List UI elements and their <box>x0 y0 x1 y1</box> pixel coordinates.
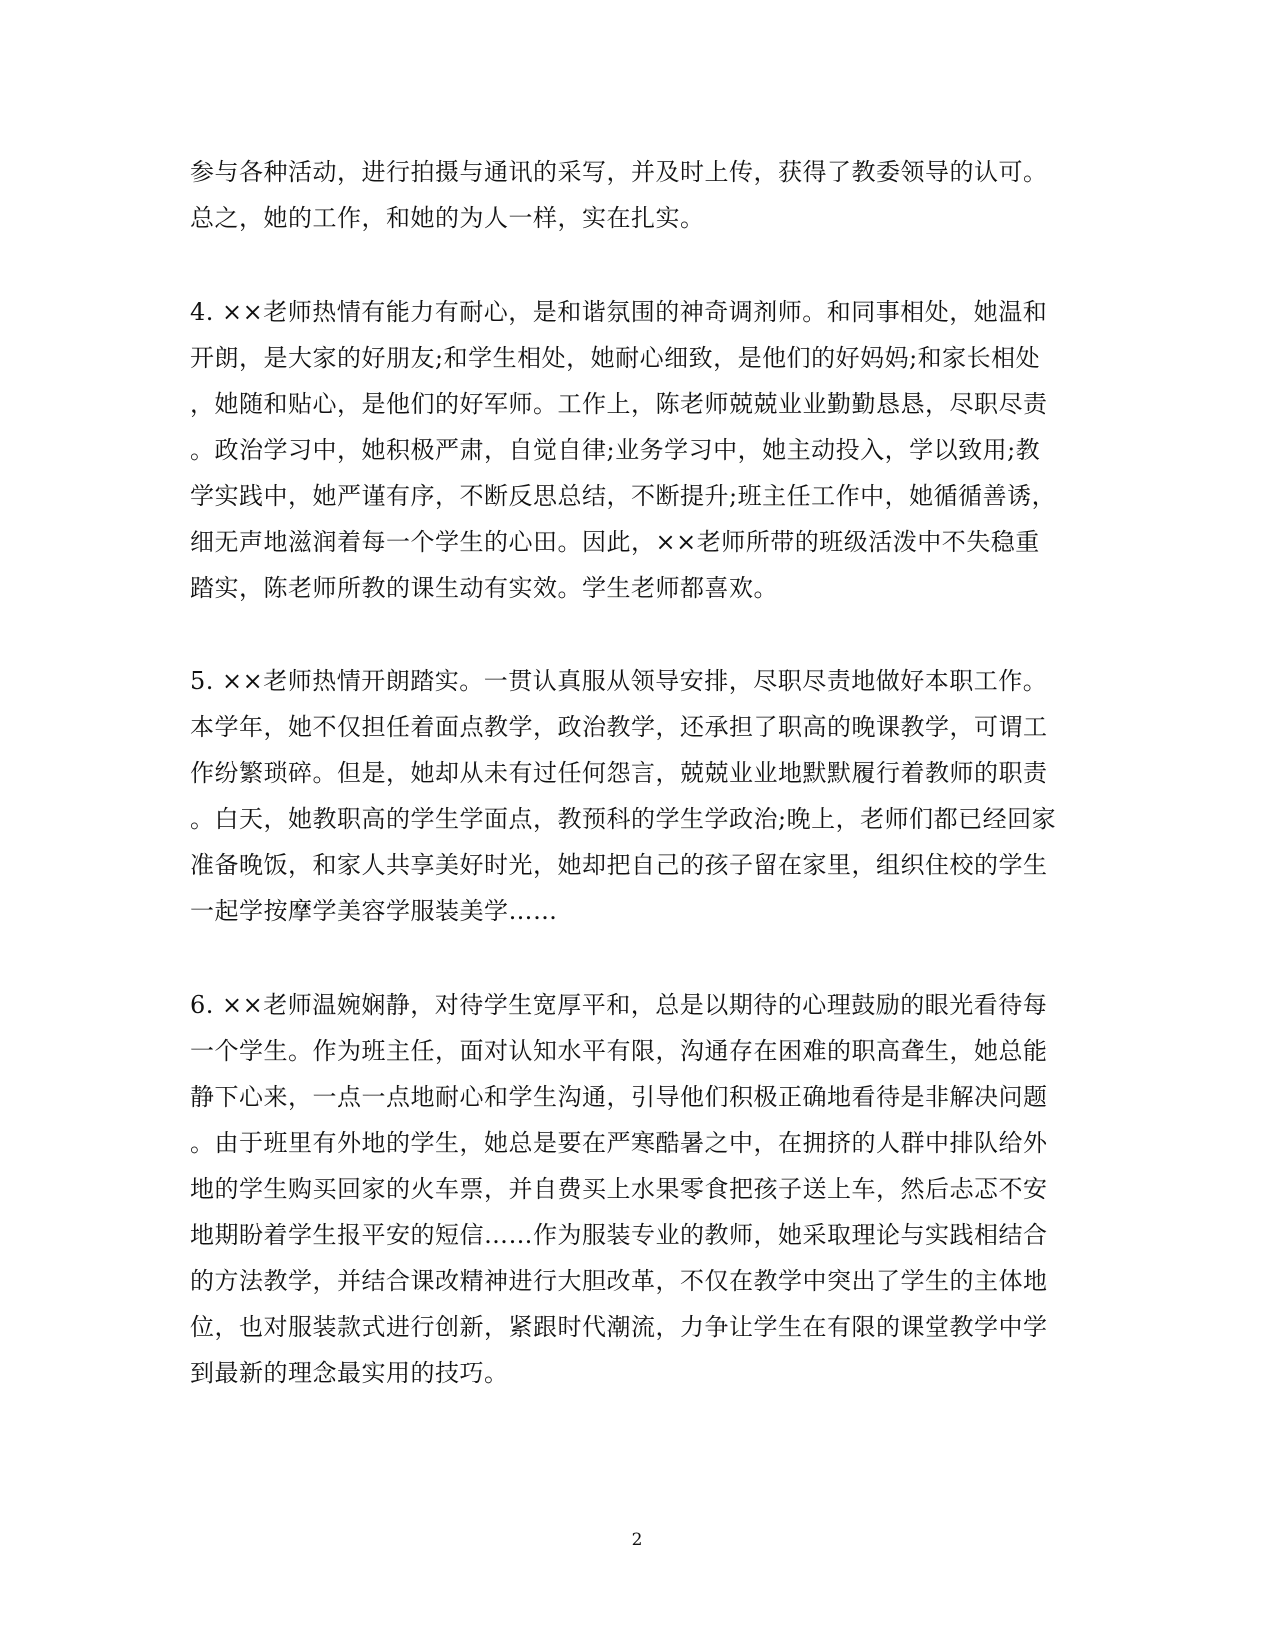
paragraph-4-line-1: 4. ××老师热情有能力有耐心，是和谐氛围的神奇调剂师。和同事相处，她温和 <box>190 298 1048 326</box>
paragraph-4-line-2: 开朗，是大家的好朋友;和学生相处，她耐心细致，是他们的好妈妈;和家长相处 <box>190 344 1041 372</box>
page-number: 2 <box>631 1530 643 1550</box>
paragraph-6-line-9: 到最新的理念最实用的技巧。 <box>190 1359 509 1387</box>
paragraph-6-line-6: 地期盼着学生报平安的短信……作为服装专业的教师，她采取理论与实践相结合 <box>190 1221 1048 1249</box>
paragraph-4-line-7: 踏实，陈老师所教的课生动有实效。学生老师都喜欢。 <box>190 574 778 602</box>
paragraph-6-line-2: 一个学生。作为班主任，面对认知水平有限，沟通存在困难的职高聋生，她总能 <box>190 1037 1048 1065</box>
paragraph-5-line-1: 5. ××老师热情开朗踏实。一贯认真服从领导安排，尽职尽责地做好本职工作。 <box>190 667 1048 695</box>
paragraph-4-line-5: 学实践中，她严谨有序，不断反思总结，不断提升;班主任工作中，她循循善诱， <box>190 482 1057 510</box>
paragraph-6-line-4: 。由于班里有外地的学生，她总是要在严寒酷暑之中，在拥挤的人群中排队给外 <box>190 1129 1048 1157</box>
paragraph-5-line-2: 本学年，她不仅担任着面点教学，政治教学，还承担了职高的晚课教学，可谓工 <box>190 713 1048 741</box>
paragraph-4-line-3: ，她随和贴心，是他们的好军师。工作上，陈老师兢兢业业勤勤恳恳，尽职尽责 <box>190 390 1048 418</box>
paragraph-5-line-6: 一起学按摩学美容学服装美学…… <box>190 897 558 925</box>
paragraph-6-line-8: 位，也对服装款式进行创新，紧跟时代潮流，力争让学生在有限的课堂教学中学 <box>190 1313 1048 1341</box>
paragraph-6-line-1: 6. ××老师温婉娴静，对待学生宽厚平和，总是以期待的心理鼓励的眼光看待每 <box>190 991 1048 1019</box>
paragraph-4-line-6: 细无声地滋润着每一个学生的心田。因此，××老师所带的班级活泼中不失稳重 <box>190 528 1040 556</box>
paragraph-5-line-5: 准备晚饭，和家人共享美好时光，她却把自己的孩子留在家里，组织住校的学生 <box>190 851 1048 879</box>
paragraph-6-line-5: 地的学生购买回家的火车票，并自费买上水果零食把孩子送上车，然后忐忑不安 <box>190 1175 1048 1203</box>
paragraph-6-line-7: 的方法教学，并结合课改精神进行大胆改革，不仅在教学中突出了学生的主体地 <box>190 1267 1048 1295</box>
paragraph-5-line-3: 作纷繁琐碎。但是，她却从未有过任何怨言，兢兢业业地默默履行着教师的职责 <box>190 759 1048 787</box>
paragraph-6-line-3: 静下心来，一点一点地耐心和学生沟通，引导他们积极正确地看待是非解决问题 <box>190 1083 1048 1111</box>
paragraph-5-line-4: 。白天，她教职高的学生学面点，教预科的学生学政治;晚上，老师们都已经回家 <box>190 805 1057 833</box>
paragraph-1-line-1: 参与各种活动，进行拍摄与通讯的采写，并及时上传，获得了教委领导的认可。 <box>190 158 1048 186</box>
paragraph-4-line-4: 。政治学习中，她积极严肃，自觉自律;业务学习中，她主动投入，学以致用;教 <box>190 436 1041 464</box>
paragraph-1-line-2: 总之，她的工作，和她的为人一样，实在扎实。 <box>190 204 705 232</box>
